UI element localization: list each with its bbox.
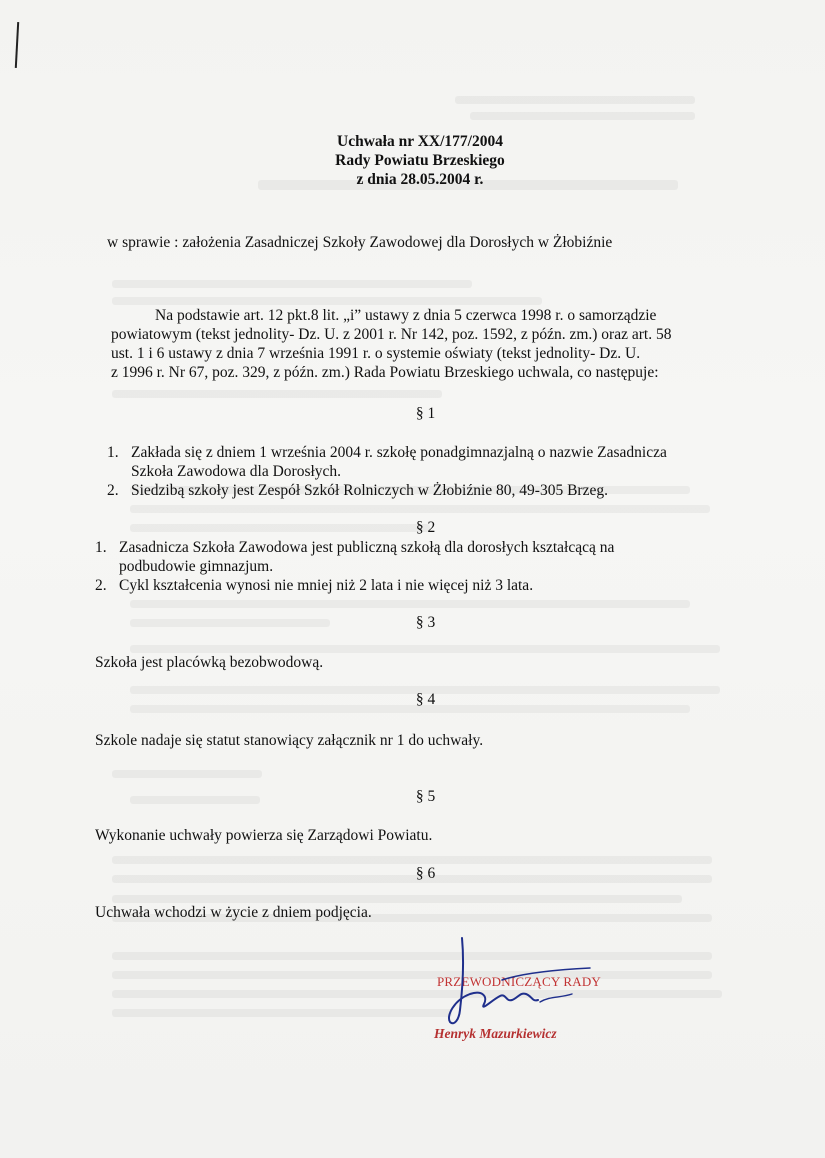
preamble-line: z 1996 r. Nr 67, poz. 329, z późn. zm.) Rada Powiatu Brzeskiego uchwala, co następuje: — [111, 364, 659, 381]
chairman-stamp-title: PRZEWODNICZĄCY RADY — [437, 974, 602, 989]
resolution-number: Uchwała nr XX/177/2004 — [337, 133, 503, 150]
section-mark-6: § 6 — [415, 865, 436, 882]
margin-pen-mark — [15, 22, 19, 68]
item-text: Zakłada się z dniem 1 września 2004 r. szkołę ponadgimnazjalną o nazwie Zasadnicza — [131, 444, 667, 461]
list-item — [107, 443, 667, 481]
list-item — [95, 576, 614, 595]
resolution-header — [0, 132, 825, 189]
item-number: 1. — [107, 444, 119, 461]
section-6-text: Uchwała wchodzi w życie z dniem podjęcia. — [95, 904, 372, 921]
section-mark-2: § 2 — [415, 519, 436, 536]
item-text: podbudowie gimnazjum. — [119, 558, 274, 575]
chairman-name-stamp: Henryk Mazurkiewicz — [434, 1026, 557, 1041]
preamble-paragraph — [111, 306, 711, 382]
council-name: Rady Powiatu Brzeskiego — [335, 152, 505, 169]
section-1-list — [107, 443, 667, 500]
preamble-line: Na podstawie art. 12 pkt.8 lit. „i” ustawy z dnia 5 czerwca 1998 r. o samorządzie — [155, 307, 657, 324]
list-item — [107, 481, 667, 500]
resolution-date: z dnia 28.05.2004 r. — [356, 171, 484, 188]
section-2-list — [95, 538, 614, 595]
item-number: 2. — [107, 482, 119, 499]
item-number: 2. — [95, 577, 107, 594]
item-text: Cykl kształcenia wynosi nie mniej niż 2 lata i nie więcej niż 3 lata. — [119, 577, 534, 594]
item-number: 1. — [95, 539, 107, 556]
section-mark-1: § 1 — [415, 405, 436, 422]
item-text: Zasadnicza Szkoła Zawodowa jest publiczną szkołą dla dorosłych kształcącą na — [119, 539, 615, 556]
item-text: Siedzibą szkoły jest Zespół Szkół Rolniczych w Żłobiźnie 80, 49-305 Brzeg. — [131, 482, 608, 499]
handwritten-signature — [440, 930, 620, 1040]
section-mark-5: § 5 — [415, 788, 436, 805]
section-mark-3: § 3 — [415, 614, 436, 631]
resolution-subject: w sprawie : założenia Zasadniczej Szkoły Zawodowej dla Dorosłych w Żłobiźnie — [107, 234, 613, 251]
section-mark-4: § 4 — [415, 691, 436, 708]
section-3-text: Szkoła jest placówką bezobwodową. — [95, 654, 324, 671]
list-item — [95, 538, 614, 576]
item-text: Szkoła Zawodowa dla Dorosłych. — [131, 463, 342, 480]
section-4-text: Szkole nadaje się statut stanowiący załącznik nr 1 do uchwały. — [95, 732, 484, 749]
preamble-line: ust. 1 i 6 ustawy z dnia 7 września 1991 r. o systemie oświaty (tekst jednolity- Dz. U. — [111, 345, 641, 362]
preamble-line: powiatowym (tekst jednolity- Dz. U. z 2001 r. Nr 142, poz. 1592, z późn. zm.) oraz art. 58 — [111, 326, 672, 343]
section-5-text: Wykonanie uchwały powierza się Zarządowi Powiatu. — [95, 827, 433, 844]
